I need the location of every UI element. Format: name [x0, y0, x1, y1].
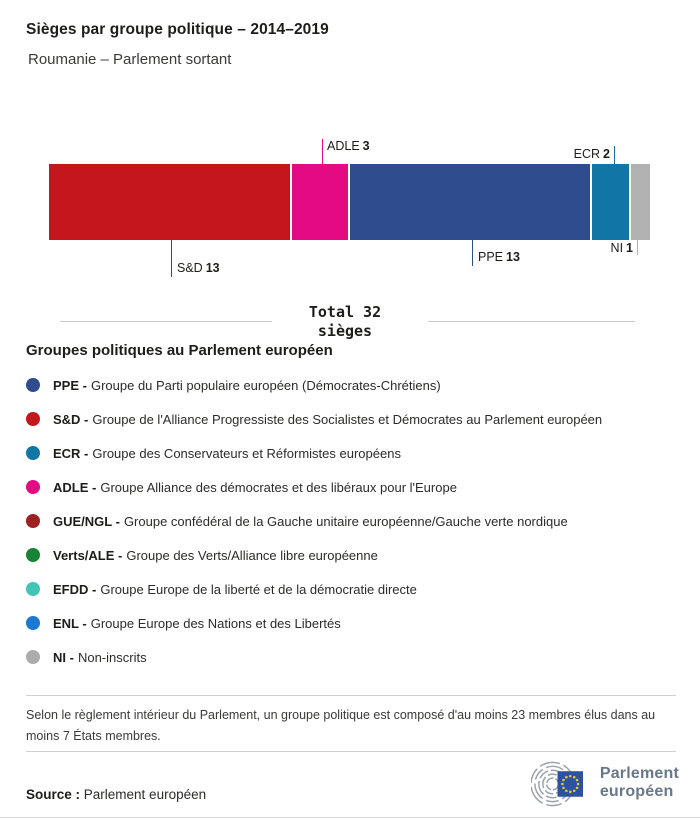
bar-segment-adle[interactable]: [292, 164, 348, 240]
source-label: Source :: [26, 787, 81, 802]
bar-segment-sd[interactable]: [49, 164, 290, 240]
efdd-color-dot: [26, 582, 40, 596]
total-seats-line1: Total 32: [308, 303, 382, 321]
legend-item-vertsale: Verts/ALE - Groupe des Verts/Alliance libre européenne: [26, 538, 676, 572]
legend-item-ecr: ECR - Groupe des Conservateurs et Réformistes européens: [26, 436, 676, 470]
ecr-label: ECR 2: [573, 147, 610, 161]
legend-heading: Groupes politiques au Parlement européen: [26, 342, 333, 359]
legend-item-efdd: EFDD - Groupe Europe de la liberté et de la démocratie directe: [26, 572, 676, 606]
legend-item-guengl: GUE/NGL - Groupe confédéral de la Gauche unitaire européenne/Gauche verte nordique: [26, 504, 676, 538]
sd-tick: [171, 240, 172, 277]
ecr-tick: [614, 146, 615, 164]
legend-item-enl: ENL - Groupe Europe des Nations et des Libertés: [26, 606, 676, 640]
ppe-color-dot: [26, 378, 40, 392]
page-subtitle: Roumanie – Parlement sortant: [28, 51, 232, 68]
ni-label: NI 1: [610, 241, 633, 255]
ni-tick: [637, 240, 638, 255]
stacked-bar: [49, 164, 650, 240]
sd-color-dot: [26, 412, 40, 426]
rules-note: Selon le règlement intérieur du Parlement, un groupe politique est composé d'au moins 23 membres élus dans au moins 7 États membres.: [26, 708, 656, 743]
page-bottom-border: [0, 817, 700, 818]
parliament-hemicycle-icon: [531, 757, 594, 809]
legend-item-ni: NI - Non-inscrits: [26, 640, 676, 674]
guengl-color-dot: [26, 514, 40, 528]
note-divider-top: [26, 695, 676, 696]
source-value: Parlement européen: [83, 787, 207, 802]
adle-color-dot: [26, 480, 40, 494]
vertsale-color-dot: [26, 548, 40, 562]
legend-item-sd: S&D - Groupe de l'Alliance Progressiste des Socialistes et Démocrates au Parlement européen: [26, 402, 676, 436]
adle-tick: [322, 139, 323, 164]
bar-segment-ppe[interactable]: [350, 164, 591, 240]
logo-wordmark: Parlement européen: [599, 765, 679, 800]
ecr-color-dot: [26, 446, 40, 460]
bar-segment-ni[interactable]: [631, 164, 650, 240]
ni-color-dot: [26, 650, 40, 664]
bar-segment-ecr[interactable]: [592, 164, 629, 240]
legend-item-adle: ADLE - Groupe Alliance des démocrates et des libéraux pour l'Europe: [26, 470, 676, 504]
legend-list: [26, 368, 676, 674]
page-title: Sièges par groupe politique – 2014–2019: [26, 21, 329, 38]
ppe-label: PPE 13: [478, 250, 520, 264]
legend-item-ppe: PPE - Groupe du Parti populaire européen (Démocrates-Chrétiens): [26, 368, 676, 402]
ppe-tick: [472, 240, 473, 266]
source-line: [26, 787, 206, 802]
note-divider-bottom: [26, 751, 676, 752]
total-seats-line2: sièges: [317, 322, 373, 340]
enl-color-dot: [26, 616, 40, 630]
total-seats: [0, 303, 690, 341]
sd-label: S&D 13: [177, 261, 220, 275]
european-parliament-logo: [531, 757, 679, 809]
adle-label: ADLE 3: [327, 139, 370, 153]
